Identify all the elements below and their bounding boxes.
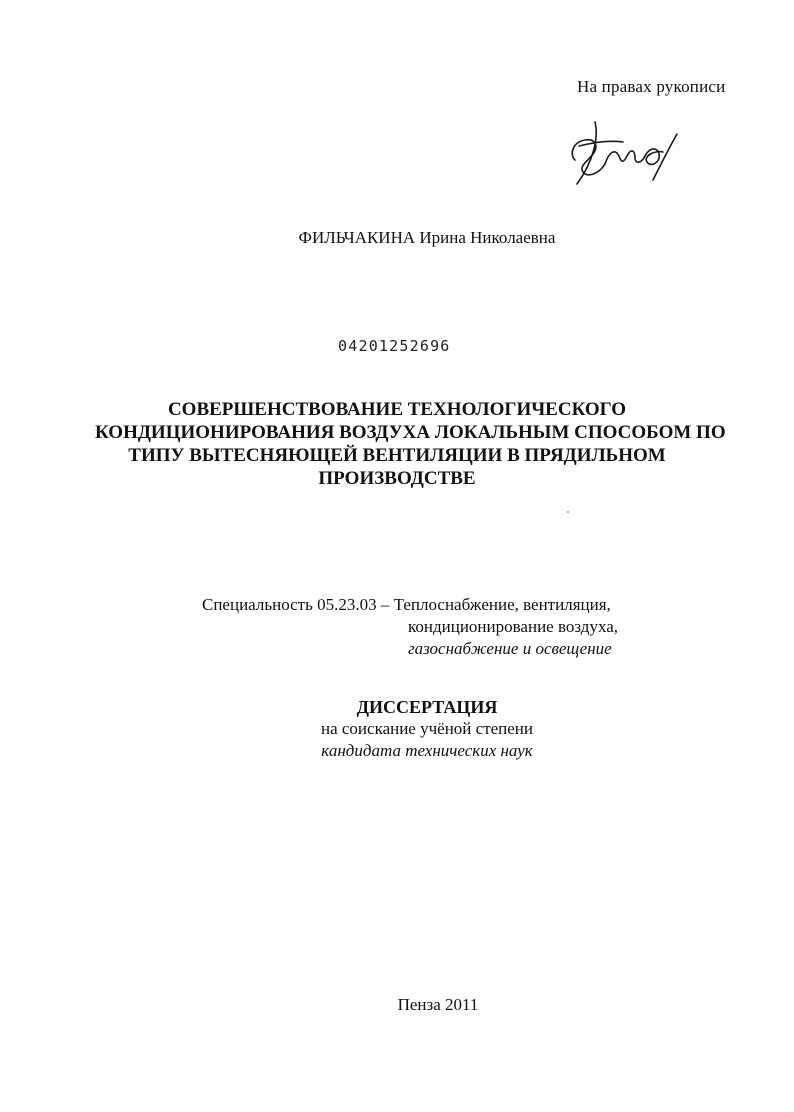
- thesis-title: [95, 398, 726, 490]
- specialty-line: газоснабжение и освещение: [408, 639, 612, 658]
- handwritten-signature: [565, 112, 680, 192]
- degree-purpose: на соискание учёной степени: [320, 719, 534, 738]
- specialty-block: [202, 594, 618, 660]
- thesis-title-line: СОВЕРШЕНСТВОВАНИЕ ТЕХНОЛОГИЧЕСКОГО: [167, 399, 627, 420]
- degree-block: [0, 696, 794, 762]
- document-type: ДИССЕРТАЦИЯ: [356, 697, 498, 717]
- specialty-line: Специальность 05.23.03 – Теплоснабжение, вентиляция,: [202, 595, 611, 614]
- thesis-title-line: КОНДИЦИОНИРОВАНИЯ ВОЗДУХА ЛОКАЛЬНЫМ СПОСОБОМ ПО: [95, 422, 726, 443]
- thesis-title-line: ТИПУ ВЫТЕСНЯЮЩЕЙ ВЕНТИЛЯЦИИ В ПРЯДИЛЬНОМ: [128, 445, 666, 466]
- speck: [567, 511, 569, 513]
- specialty-line: кондиционирование воздуха,: [408, 617, 619, 636]
- author-name: ФИЛЬЧАКИНА Ирина Николаевна: [298, 228, 556, 247]
- thesis-title-line: ПРОИЗВОДСТВЕ: [318, 468, 476, 489]
- city-year: Пенза 2011: [397, 995, 479, 1014]
- catalog-number: 04201252696: [338, 337, 451, 355]
- degree-name: кандидата технических наук: [321, 741, 533, 760]
- rights-notice: На правах рукописи: [577, 77, 726, 96]
